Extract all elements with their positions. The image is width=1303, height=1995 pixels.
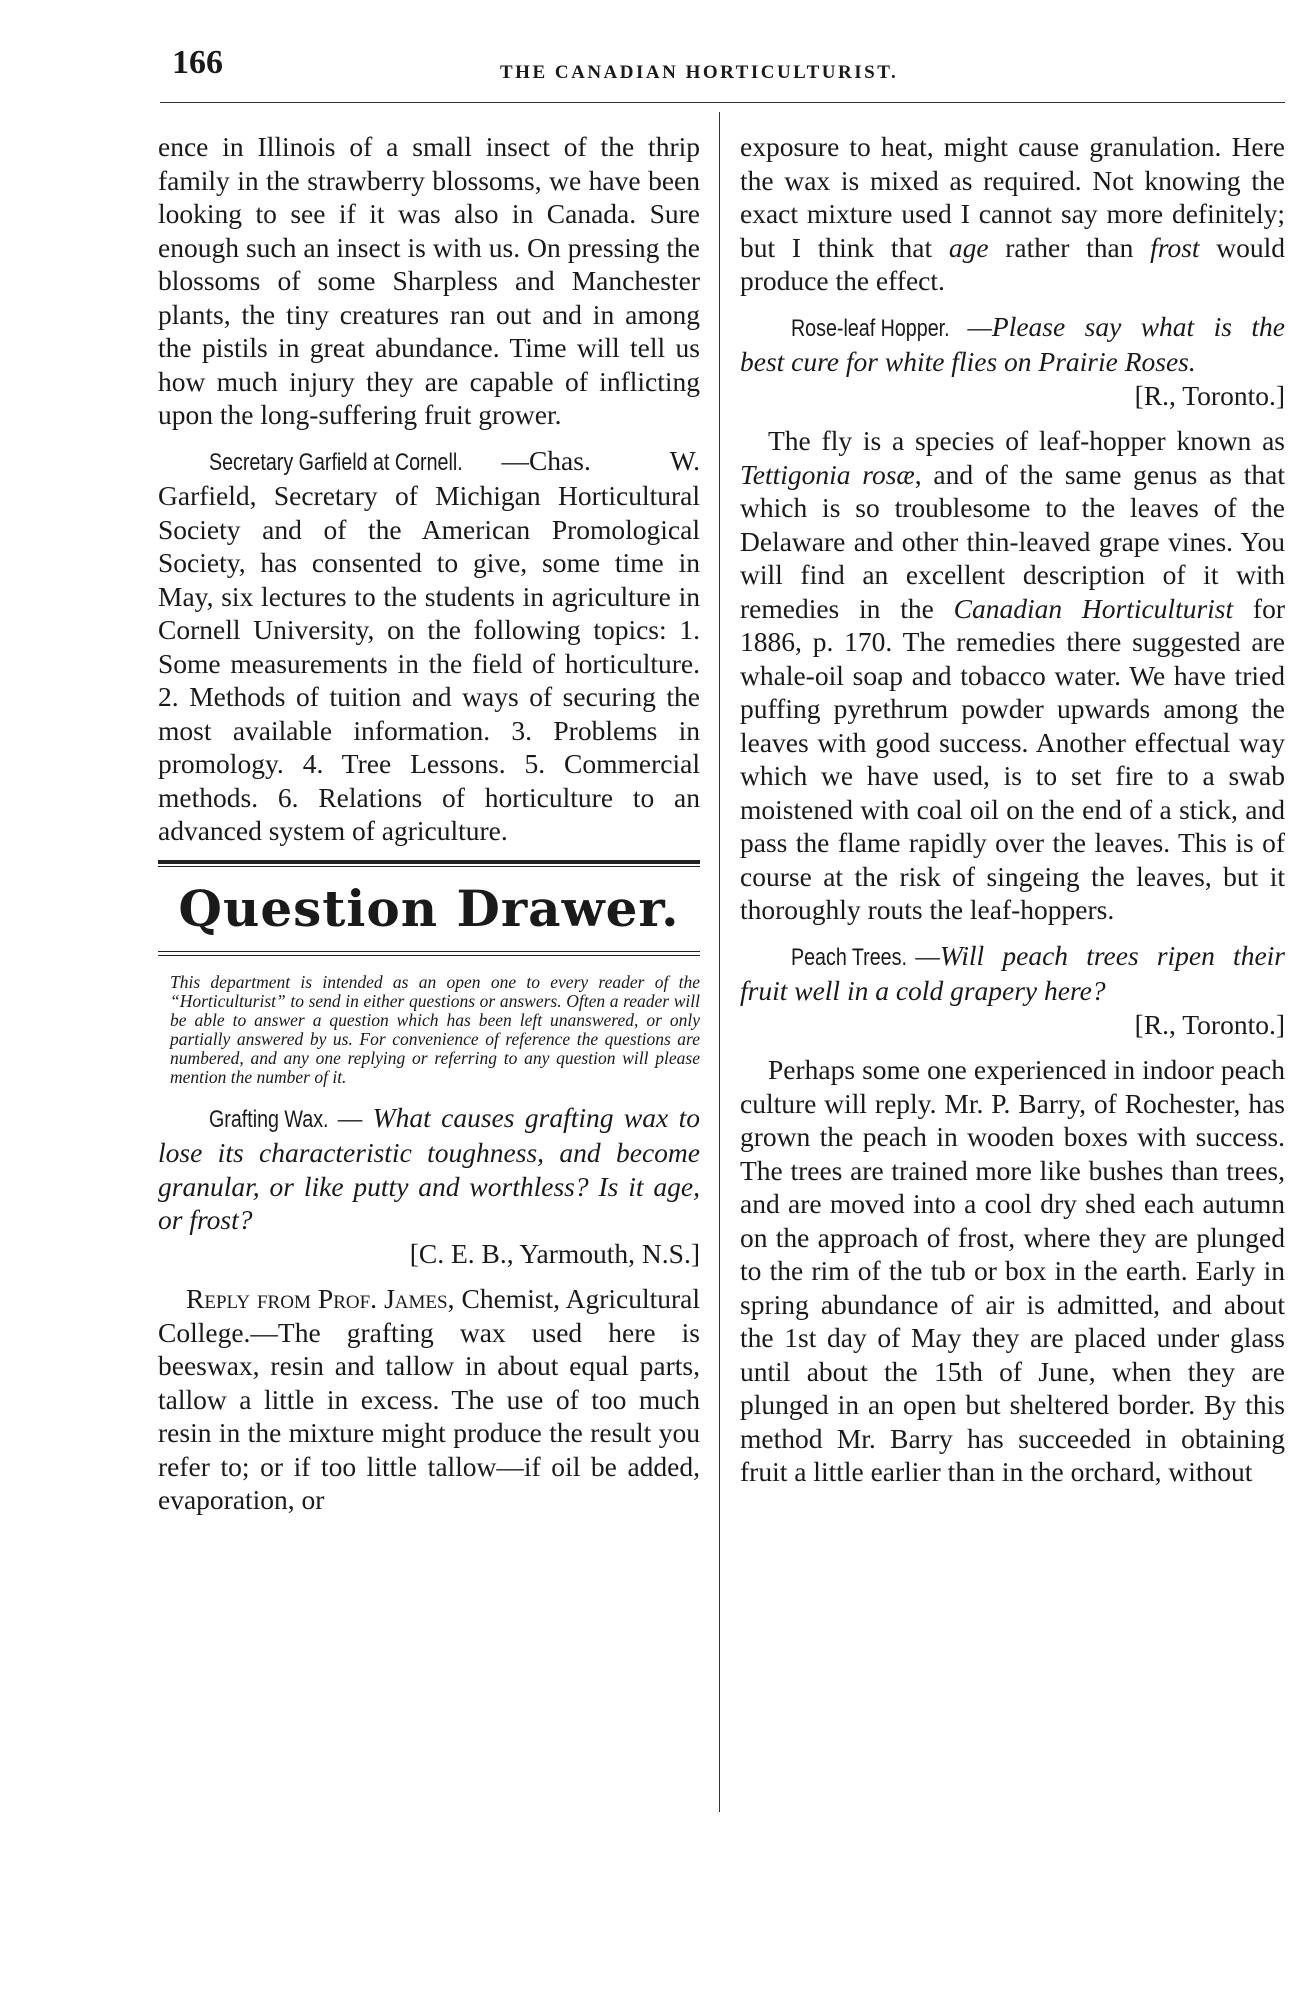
section-rule-top-thin <box>158 866 700 867</box>
garfield-text: —Chas. W. Garfield, Secretary of Michigan Horticultural Society and of the American Promological Society, has consented to give, some time in May, six lectures to the students in agriculture in Cornell University, on the following topics: 1. Some measurements in the field of horticulture. 2. Methods of tuition and ways of securing the most available information. 3. Problems in promology. 4. Tree Lessons. 5. Commercial methods. 6. Relations of horticulture to an advanced system of agriculture. <box>158 444 700 846</box>
grafting-signature: [C. E. B., Yarmouth, N.S.] <box>409 1237 700 1269</box>
question-drawer-intro: This department is intended as an open one to every reader of the “Horticulturist” to send in either questions or answers. Often a reader will be able to answer a question which has been left unanswered, or only partially answered by us. For convenience of reference the questions are numbered, and any one replying or referring to any question will please mention the number of it. <box>170 971 700 1087</box>
roseleaf-journal: Canadian Horticulturist <box>953 592 1234 624</box>
left-column <box>158 130 700 1529</box>
column-divider <box>719 112 720 1812</box>
section-rule-bottom-1 <box>158 951 700 952</box>
section-rule-top <box>158 860 700 864</box>
thrip-paragraph: ence in Illinois of a small insect of the thrip family in the strawberry blossoms, we have been looking to see if it was also in Canada. Sure enough such an insect is with us. On pressing the blossoms of some Sharpless and Manchester plants, the tiny creatures ran out and in among the pistils in great abundance. Time will tell us how much injury they are capable of inflicting upon the long-suffering fruit grower. <box>158 131 700 430</box>
reply-paragraph <box>158 1282 700 1517</box>
peach-answer: Perhaps some one experienced in indoor peach culture will reply. Mr. P. Barry, of Rochester, has grown the peach in wooden boxes with success. The trees are trained more like bushes than trees, and are moved into a cool dry shed each autumn on the approach of frost, where they are plunged to the rim of the tub or box in the earth. Early in spring abundance of air is admitted, and about the 1st day of May they are placed under glass until about the 15th of June, when they are plunged in an open but sheltered border. By this method Mr. Barry has succeeded in obtaining fruit a little earlier than in the orchard, without <box>740 1054 1285 1487</box>
roseleaf-question-text: —Please say what is the best cure for white flies on Prairie Roses. <box>740 310 1285 377</box>
roseleaf-answer <box>740 424 1285 927</box>
page-number: 166 <box>172 44 223 81</box>
continuation-paragraph <box>740 130 1285 298</box>
continuation-text-a: exposure to heat, might cause granulation. Here the wax is mixed as required. Not knowing the exact mixture used I cannot say more definitely; but I think that <box>740 131 1285 263</box>
roseleaf-species: Tettigonia rosæ <box>740 458 915 490</box>
question-drawer-title: Question Drawer. <box>178 878 680 938</box>
garfield-heading: Secretary Garfield at Cornell. <box>208 448 463 476</box>
roseleaf-signature: [R., Toronto.] <box>1134 379 1285 411</box>
reply-text: Chemist, Agricultural College.—The grafting wax used here is beeswax, resin and tallow in about equal parts, tallow a little in excess. The use of too much resin in the mixture might produce the result you refer to; or if too little tallow—if oil be added, evaporation, or <box>158 1283 700 1515</box>
continuation-age: age <box>948 231 989 263</box>
continuation-text-b: rather than <box>988 231 1151 263</box>
peach-question-text: —Will peach trees ripen their fruit well in a cold grapery here? <box>740 939 1285 1006</box>
header-rule <box>160 102 1285 103</box>
peach-signature: [R., Toronto.] <box>1134 1008 1285 1040</box>
reply-lead: Reply from Prof. James, <box>186 1283 455 1314</box>
roseleaf-heading: Rose-leaf Hopper. <box>790 314 950 342</box>
grafting-question <box>158 1101 700 1271</box>
peach-question <box>740 939 1285 1042</box>
continuation-frost: frost <box>1150 231 1200 263</box>
roseleaf-answer-a: The fly is a species of leaf-hopper known as <box>768 425 1285 456</box>
roseleaf-answer-c: for 1886, p. 170. The remedies there suggested are whale-oil soap and tobacco water. We have tried puffing pyrethrum powder upwards among the leaves with good success. Another effectual way which we have used, is to set fire to a swab moistened with coal oil on the end of a stick, and pass the flame rapidly over the leaves. This is of course at the risk of singeing the leaves, but it thoroughly routs the leaf-hoppers. <box>740 592 1285 925</box>
section-rule-bottom-2 <box>158 955 700 956</box>
roseleaf-answer-b: , and of the same genus as that which is so troublesome to the leaves of the Delaware and other thin-leaved grape vines. You will find an excellent description of it with remedies in the <box>740 458 1286 624</box>
roseleaf-question <box>740 310 1285 413</box>
peach-heading: Peach Trees. <box>790 943 907 971</box>
right-column <box>740 130 1285 1501</box>
garfield-paragraph <box>158 444 700 848</box>
grafting-question-text: — What causes grafting wax to lose its characteristic toughness, and become granular, or like putty and worthless? Is it age, or frost? <box>158 1101 700 1235</box>
running-head: THE CANADIAN HORTICULTURIST. <box>500 62 899 83</box>
continuation-text-c: would produce the effect. <box>740 231 1286 296</box>
grafting-heading: Grafting Wax. <box>208 1105 329 1133</box>
